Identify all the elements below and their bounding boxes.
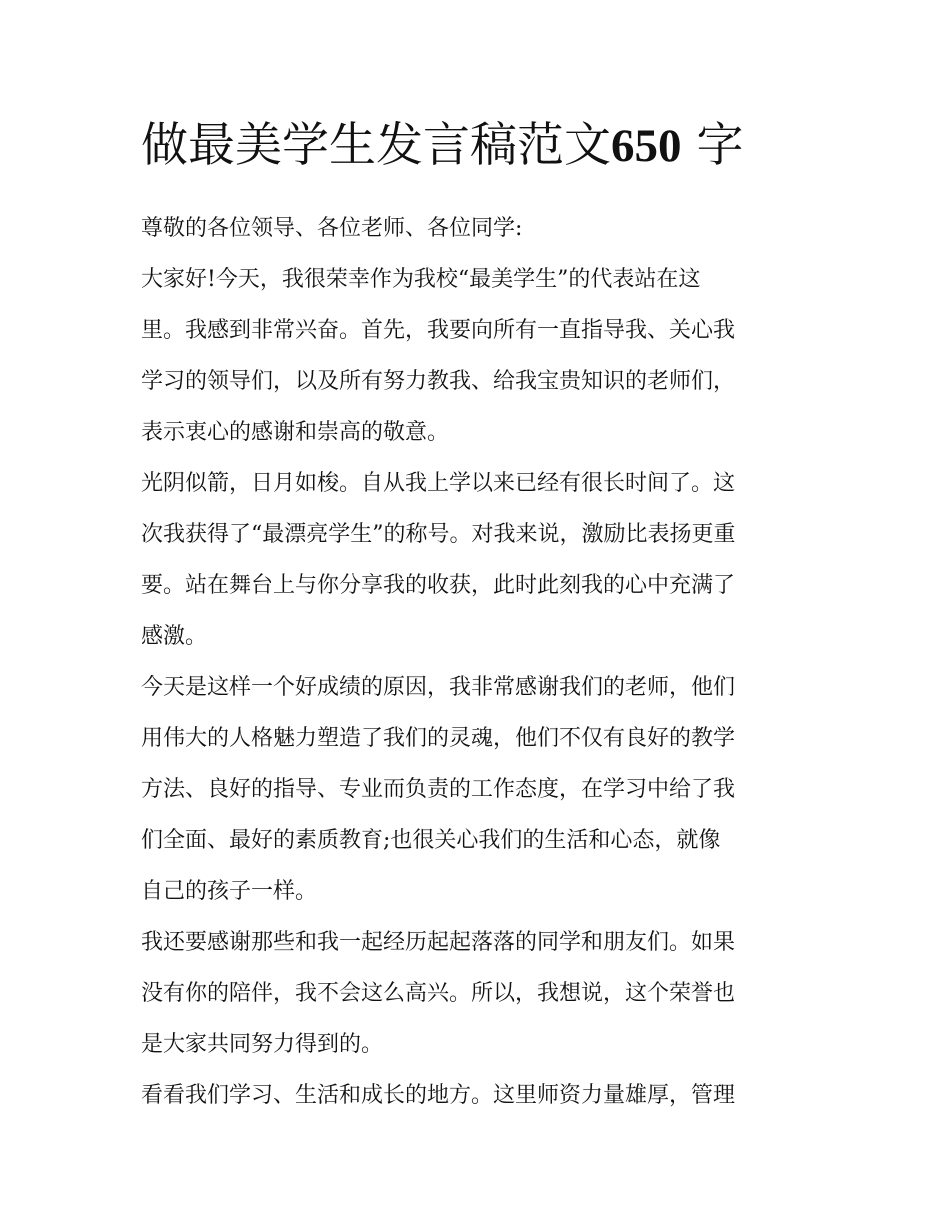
text-line-2: 大家好!今天，我很荣幸作为我校“最美学生”的代表站在这 [141,267,701,292]
text-line-14: 自己的孩子一样。 [141,879,318,904]
text-line-11: 用伟大的人格魅力塑造了我们的灵魂，他们不仅有良好的教学 [141,726,736,751]
title-number: 650 [611,120,682,172]
text-line-12: 方法、良好的指导、专业而负责的工作态度，在学习中给了我 [141,777,736,802]
document-page [141,112,813,1121]
text-line-15: 我还要感谢那些和我一起经历起起落落的同学和朋友们。如果 [141,930,736,955]
document-title [141,112,813,180]
text-line-16: 没有你的陪伴，我不会这么高兴。所以，我想说，这个荣誉也 [141,981,736,1006]
text-line-13: 们全面、最好的素质教育;也很关心我们的生活和心态，就像 [141,828,721,853]
text-line-4: 学习的领导们，以及所有努力教我、给我宝贵知识的老师们， [141,369,736,394]
text-line-3: 里。我感到非常兴奋。首先，我要向所有一直指导我、关心我 [141,318,736,343]
text-line-9: 感激。 [141,624,208,649]
document-body [141,203,813,1121]
title-suffix-space [682,118,697,173]
text-line-10: 今天是这样一个好成绩的原因，我非常感谢我们的老师，他们 [141,675,736,700]
text-line-6: 光阴似箭，日月如梭。自从我上学以来已经有很长时间了。这 [141,471,736,496]
title-text: 做最美学生发言稿范文 [141,118,611,173]
text-line-18: 看看我们学习、生活和成长的地方。这里师资力量雄厚，管理 [141,1083,736,1108]
title-suffix: 字 [696,118,744,173]
text-line-7: 次我获得了“最漂亮学生”的称号。对我来说，激励比表扬更重 [141,522,736,547]
text-line-17: 是大家共同努力得到的。 [141,1032,384,1057]
text-line-8: 要。站在舞台上与你分享我的收获，此时此刻我的心中充满了 [141,573,736,598]
text-line-5: 表示衷心的感谢和崇高的敬意。 [141,420,450,445]
text-line-1: 尊敬的各位领导、各位老师、各位同学: [141,216,523,241]
